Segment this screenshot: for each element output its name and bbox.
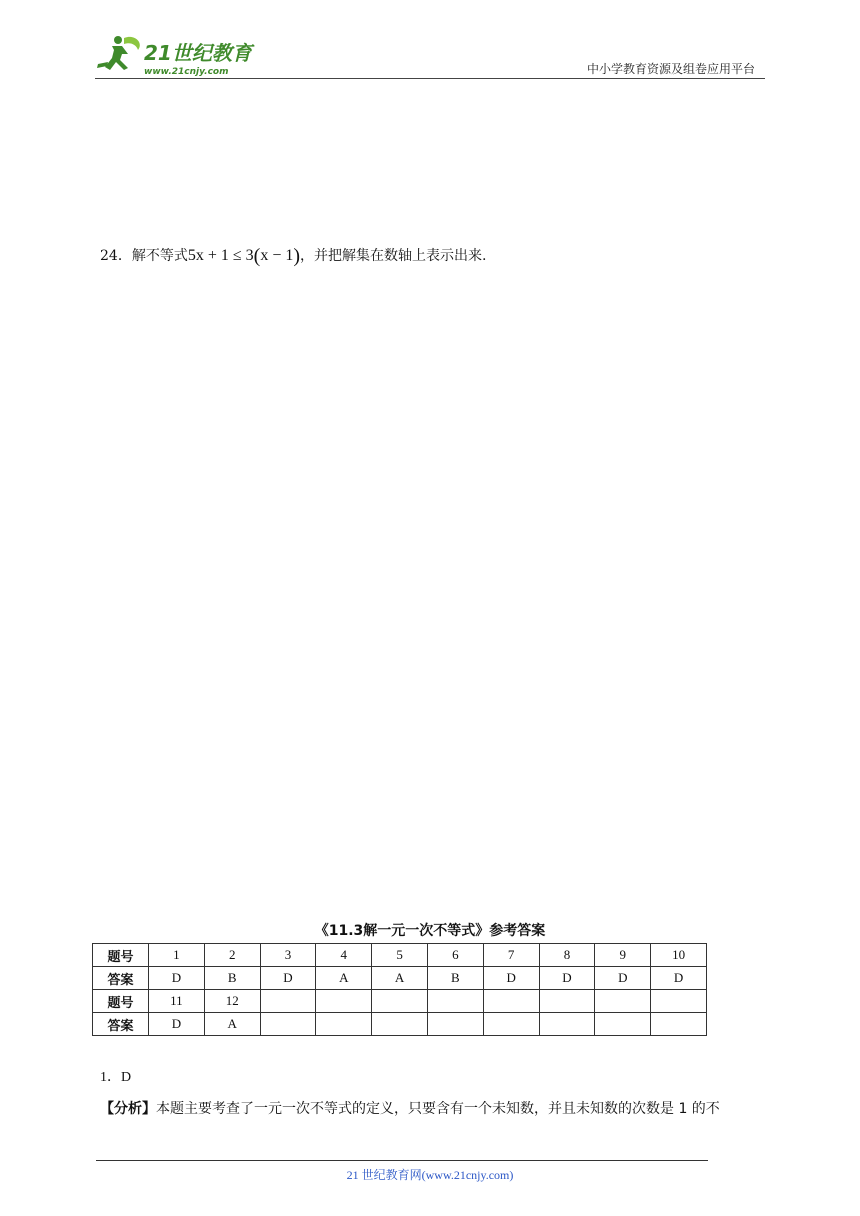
- answer-cell: [372, 1013, 428, 1036]
- answer-cell: A: [316, 967, 372, 990]
- logo-brand-text: 21世纪教育: [144, 41, 252, 65]
- answer-cell: 9: [595, 944, 651, 967]
- answer-cell: [316, 990, 372, 1013]
- answer-cell: 11: [149, 990, 205, 1013]
- answer-cell: D: [149, 1013, 205, 1036]
- answer-cell: 1: [149, 944, 205, 967]
- answer-key-table: [92, 943, 707, 1036]
- answer-cell: [595, 990, 651, 1013]
- answer-table-row: [93, 967, 707, 990]
- answer-cell: [483, 990, 539, 1013]
- footer-text: 21 世纪教育网(www.21cnjy.com): [346, 1168, 514, 1182]
- header-divider: [95, 78, 765, 79]
- answer-cell: [260, 990, 316, 1013]
- answer-key-title: 《11.3解一元一次不等式》参考答案: [314, 923, 546, 939]
- inequality-inner: x − 1: [260, 247, 294, 264]
- answer-cell: [316, 1013, 372, 1036]
- question-text-after: ，并把解集在数轴上表示出来.: [300, 248, 487, 264]
- answer-cell: A: [204, 1013, 260, 1036]
- answer-cell: [539, 990, 595, 1013]
- analysis-tag: 【分析】: [100, 1101, 156, 1117]
- answer-table-row: [93, 944, 707, 967]
- runner-icon: [97, 36, 140, 70]
- question-number: 24．: [100, 248, 132, 264]
- answer-cell: D: [483, 967, 539, 990]
- answer-cell: [483, 1013, 539, 1036]
- answer-cell: D: [595, 967, 651, 990]
- answer-cell: A: [372, 967, 428, 990]
- answer-cell: 8: [539, 944, 595, 967]
- answer-cell: [260, 1013, 316, 1036]
- answer-cell: 4: [316, 944, 372, 967]
- left-paren: (: [253, 245, 261, 267]
- answer-row-header: 答案: [93, 1013, 149, 1036]
- answer-cell: 10: [651, 944, 707, 967]
- answer-cell: [651, 1013, 707, 1036]
- answer-cell: [651, 990, 707, 1013]
- answer-table-row: [93, 1013, 707, 1036]
- answer-table-row: [93, 990, 707, 1013]
- answer-row-header: 题号: [93, 944, 149, 967]
- answer-cell: [372, 990, 428, 1013]
- answer-row-header: 答案: [93, 967, 149, 990]
- answer-cell: 5: [372, 944, 428, 967]
- answer-cell: [539, 1013, 595, 1036]
- answer-cell: 12: [204, 990, 260, 1013]
- answer-cell: [595, 1013, 651, 1036]
- answer-cell: D: [539, 967, 595, 990]
- answer-cell: D: [651, 967, 707, 990]
- header-platform-text: 中小学教育资源及组卷应用平台: [586, 62, 755, 76]
- answer-cell: [427, 990, 483, 1013]
- answer-cell: [427, 1013, 483, 1036]
- answer-cell: 6: [427, 944, 483, 967]
- answer-cell: D: [260, 967, 316, 990]
- analysis-text: 本题主要考查了一元一次不等式的定义，只要含有一个未知数，并且未知数的次数是 1 的不: [156, 1101, 720, 1117]
- site-logo: [94, 32, 264, 80]
- inequality-lhs: 5x + 1 ≤ 3: [187, 247, 254, 264]
- answer-cell: 2: [204, 944, 260, 967]
- logo-url-text: www.21cnjy.com: [144, 67, 229, 77]
- answer-cell: B: [204, 967, 260, 990]
- answer-cell: D: [149, 967, 205, 990]
- footer-divider: [96, 1160, 708, 1161]
- solution-1-analysis: [100, 1098, 720, 1118]
- answer-cell: 7: [483, 944, 539, 967]
- answer-cell: B: [427, 967, 483, 990]
- answer-row-header: 题号: [93, 990, 149, 1013]
- question-24: [100, 246, 486, 266]
- question-text-before: 解不等式: [131, 248, 188, 264]
- right-paren: ): [293, 245, 301, 267]
- solution-1-label: 1．D: [100, 1070, 132, 1085]
- answer-cell: 3: [260, 944, 316, 967]
